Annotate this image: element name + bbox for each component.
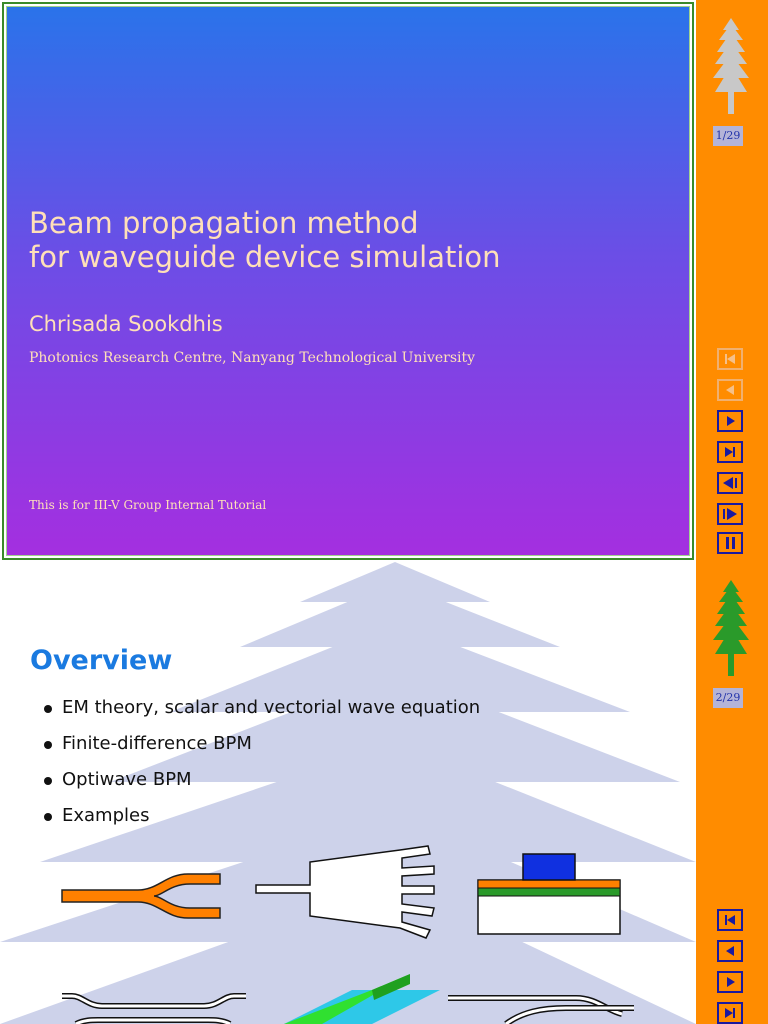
tree-logo-icon xyxy=(713,580,749,680)
go-back-button[interactable] xyxy=(717,472,743,494)
star-coupler-figure xyxy=(254,842,440,942)
arrow-left-icon xyxy=(719,942,741,960)
section-heading: Overview xyxy=(30,645,173,676)
footer-note: This is for III-V Group Internal Tutorial xyxy=(29,498,267,512)
bullet-icon xyxy=(44,813,52,821)
bullet-icon xyxy=(44,777,52,785)
title-slide xyxy=(0,0,696,562)
first-page-button[interactable] xyxy=(717,348,743,370)
arrow-right-icon xyxy=(719,412,741,430)
arrow-right-icon xyxy=(719,973,741,991)
title-line-2: for waveguide device simulation xyxy=(29,240,501,274)
navigation-sidebar xyxy=(696,0,768,1024)
page-indicator: 1/29 xyxy=(713,126,743,146)
list-item xyxy=(44,694,480,730)
list-item xyxy=(44,730,480,766)
slide-background xyxy=(6,6,690,556)
bullet-icon xyxy=(44,705,52,713)
fast-forward-icon xyxy=(719,505,741,523)
s-bend-figure xyxy=(446,990,638,1024)
list-item xyxy=(44,802,480,838)
back-button[interactable] xyxy=(717,379,743,401)
overview-list xyxy=(44,694,480,838)
pause-button[interactable] xyxy=(717,532,743,554)
last-page-button[interactable] xyxy=(717,1002,743,1024)
affiliation: Photonics Research Centre, Nanyang Technological University xyxy=(29,350,476,366)
skip-to-end-icon xyxy=(719,443,741,461)
list-item-text: Examples xyxy=(62,805,150,826)
go-forward-button[interactable] xyxy=(717,503,743,525)
skip-to-start-icon xyxy=(719,350,741,368)
y-splitter-figure xyxy=(58,866,228,922)
back-button[interactable] xyxy=(717,940,743,962)
rib-waveguide-figure xyxy=(476,852,624,938)
page-indicator: 2/29 xyxy=(713,688,743,708)
title-line-1: Beam propagation method xyxy=(29,206,419,240)
tree-logo-icon xyxy=(713,18,749,118)
list-item-text: Finite-difference BPM xyxy=(62,733,252,754)
list-item xyxy=(44,766,480,802)
list-item-text: EM theory, scalar and vectorial wave equation xyxy=(62,697,481,718)
forward-button[interactable] xyxy=(717,410,743,432)
skip-to-start-icon xyxy=(719,911,741,929)
directional-coupler-figure xyxy=(58,990,252,1024)
last-page-button[interactable] xyxy=(717,441,743,463)
list-item-text: Optiwave BPM xyxy=(62,769,192,790)
forward-button[interactable] xyxy=(717,971,743,993)
pause-icon xyxy=(719,534,741,552)
ridge-waveguide-3d-figure xyxy=(282,970,442,1024)
bullet-icon xyxy=(44,741,52,749)
arrow-left-icon xyxy=(719,381,741,399)
first-page-button[interactable] xyxy=(717,909,743,931)
rewind-icon xyxy=(719,474,741,492)
slide-title xyxy=(29,206,501,274)
author-name: Chrisada Sookdhis xyxy=(29,312,223,336)
skip-to-end-icon xyxy=(719,1004,741,1022)
